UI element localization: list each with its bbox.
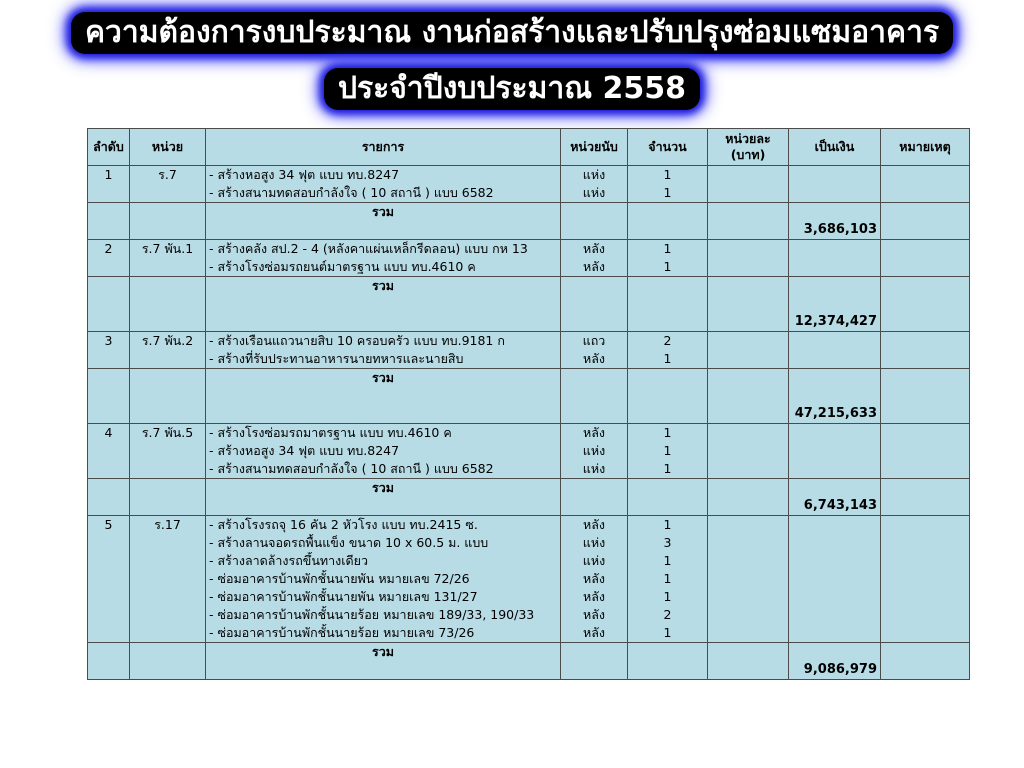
cell-uom: แห่ง xyxy=(561,166,628,185)
cell-remark xyxy=(881,606,970,624)
cell-amount xyxy=(789,258,881,277)
table-row xyxy=(88,442,970,460)
cell-qty: 1 xyxy=(628,570,708,588)
cell-remark xyxy=(881,240,970,259)
cell-uom: หลัง xyxy=(561,624,628,643)
cell-amount xyxy=(789,424,881,443)
cell-unit-price xyxy=(708,588,789,606)
cell-unit-price xyxy=(708,442,789,460)
table-row xyxy=(88,624,970,643)
cell-no: 2 xyxy=(88,240,130,259)
page-title: ความต้องการงบประมาณ งานก่อสร้างและปรับปรุงซ่อมแซมอาคาร xyxy=(71,12,953,54)
cell-uom: แถว xyxy=(561,332,628,351)
table-row xyxy=(88,534,970,552)
cell-no: 3 xyxy=(88,332,130,351)
sum-empty-cell xyxy=(881,643,970,680)
cell-amount xyxy=(789,166,881,185)
sum-row xyxy=(88,369,970,424)
cell-amount xyxy=(789,184,881,203)
cell-item: - ซ่อมอาคารบ้านพักชั้นนายร้อย หมายเลข 73/26 xyxy=(206,624,561,643)
cell-qty: 1 xyxy=(628,184,708,203)
cell-amount xyxy=(789,588,881,606)
header-unit: หน่วย xyxy=(130,129,206,166)
sum-empty-cell xyxy=(130,203,206,240)
sum-row xyxy=(88,479,970,516)
cell-qty: 1 xyxy=(628,552,708,570)
header-uom: หน่วยนับ xyxy=(561,129,628,166)
sum-empty-cell xyxy=(881,277,970,332)
sum-empty-cell xyxy=(708,203,789,240)
cell-amount xyxy=(789,350,881,369)
cell-no xyxy=(88,588,130,606)
cell-unit-price xyxy=(708,332,789,351)
cell-no xyxy=(88,624,130,643)
sum-label: รวม xyxy=(206,643,561,680)
table-row xyxy=(88,240,970,259)
table-row xyxy=(88,424,970,443)
cell-amount xyxy=(789,570,881,588)
cell-no xyxy=(88,460,130,479)
cell-item: - สร้างโรงซ่อมรถมาตรฐาน แบบ ทบ.4610 ค xyxy=(206,424,561,443)
cell-no: 4 xyxy=(88,424,130,443)
cell-qty: 1 xyxy=(628,258,708,277)
cell-amount xyxy=(789,624,881,643)
header-amount: เป็นเงิน xyxy=(789,129,881,166)
cell-unit-price xyxy=(708,606,789,624)
cell-no xyxy=(88,350,130,369)
sum-empty-cell xyxy=(708,479,789,516)
header-qty: จำนวน xyxy=(628,129,708,166)
sum-empty-cell xyxy=(88,479,130,516)
cell-item: - ซ่อมอาคารบ้านพักชั้นนายพัน หมายเลข 131/27 xyxy=(206,588,561,606)
sum-empty-cell xyxy=(628,203,708,240)
sum-empty-cell xyxy=(88,277,130,332)
cell-amount xyxy=(789,516,881,535)
cell-qty: 1 xyxy=(628,624,708,643)
cell-no: 5 xyxy=(88,516,130,535)
sum-empty-cell xyxy=(130,479,206,516)
cell-no xyxy=(88,258,130,277)
cell-item: - สร้างลาดล้างรถขึ้นทางเดียว xyxy=(206,552,561,570)
cell-item: - สร้างเรือนแถวนายสิบ 10 ครอบครัว แบบ ทบ.9181 ก xyxy=(206,332,561,351)
cell-unit: ร.7 พัน.2 xyxy=(130,332,206,351)
cell-qty: 1 xyxy=(628,350,708,369)
cell-qty: 1 xyxy=(628,240,708,259)
cell-no xyxy=(88,570,130,588)
cell-item: - ซ่อมอาคารบ้านพักชั้นนายร้อย หมายเลข 189/33, 190/33 xyxy=(206,606,561,624)
cell-no xyxy=(88,552,130,570)
sum-empty-cell xyxy=(708,643,789,680)
sum-empty-cell xyxy=(88,369,130,424)
cell-qty: 1 xyxy=(628,442,708,460)
table-row xyxy=(88,552,970,570)
cell-remark xyxy=(881,534,970,552)
cell-uom: แห่ง xyxy=(561,552,628,570)
cell-uom: แห่ง xyxy=(561,460,628,479)
cell-uom: หลัง xyxy=(561,240,628,259)
table-row xyxy=(88,588,970,606)
sum-empty-cell xyxy=(130,643,206,680)
sum-total: 6,743,143 xyxy=(789,479,881,516)
cell-item: - สร้างสนามทดสอบกำลังใจ ( 10 สถานี ) แบบ 6582 xyxy=(206,460,561,479)
table-row xyxy=(88,166,970,185)
cell-qty: 1 xyxy=(628,424,708,443)
cell-uom: แห่ง xyxy=(561,184,628,203)
cell-remark xyxy=(881,184,970,203)
cell-unit xyxy=(130,534,206,552)
table-row xyxy=(88,460,970,479)
cell-unit xyxy=(130,184,206,203)
cell-remark xyxy=(881,350,970,369)
cell-item: - สร้างลานจอดรถพื้นแข็ง ขนาด 10 x 60.5 ม. แบบ xyxy=(206,534,561,552)
cell-uom: แห่ง xyxy=(561,534,628,552)
cell-unit xyxy=(130,460,206,479)
sum-total: 47,215,633 xyxy=(789,369,881,424)
cell-amount xyxy=(789,534,881,552)
cell-no xyxy=(88,606,130,624)
sum-empty-cell xyxy=(561,479,628,516)
sum-empty-cell xyxy=(561,277,628,332)
sum-label: รวม xyxy=(206,369,561,424)
table-body xyxy=(88,166,970,680)
cell-item: - สร้างหอสูง 34 ฟุต แบบ ทบ.8247 xyxy=(206,442,561,460)
cell-remark xyxy=(881,570,970,588)
cell-qty: 1 xyxy=(628,516,708,535)
cell-unit xyxy=(130,624,206,643)
cell-unit xyxy=(130,258,206,277)
sum-empty-cell xyxy=(88,203,130,240)
cell-unit-price xyxy=(708,184,789,203)
cell-unit: ร.7 พัน.1 xyxy=(130,240,206,259)
sum-row xyxy=(88,203,970,240)
cell-unit-price xyxy=(708,570,789,588)
cell-unit-price xyxy=(708,240,789,259)
cell-unit xyxy=(130,570,206,588)
table-row xyxy=(88,184,970,203)
cell-uom: หลัง xyxy=(561,570,628,588)
table-row xyxy=(88,570,970,588)
cell-unit xyxy=(130,552,206,570)
cell-item: - สร้างที่รับประทานอาหารนายทหารและนายสิบ xyxy=(206,350,561,369)
sum-empty-cell xyxy=(708,369,789,424)
sum-empty-cell xyxy=(881,369,970,424)
table-row xyxy=(88,350,970,369)
cell-remark xyxy=(881,424,970,443)
sum-label: รวม xyxy=(206,277,561,332)
cell-remark xyxy=(881,460,970,479)
cell-qty: 3 xyxy=(628,534,708,552)
header-unit-price: หน่วยละ (บาท) xyxy=(708,129,789,166)
cell-unit-price xyxy=(708,552,789,570)
sum-total: 9,086,979 xyxy=(789,643,881,680)
sum-empty-cell xyxy=(561,643,628,680)
cell-qty: 2 xyxy=(628,332,708,351)
header-row xyxy=(88,129,970,166)
cell-qty: 1 xyxy=(628,588,708,606)
sum-label: รวม xyxy=(206,479,561,516)
page-subtitle: ประจำปีงบประมาณ 2558 xyxy=(324,68,700,110)
cell-unit xyxy=(130,442,206,460)
sum-empty-cell xyxy=(561,369,628,424)
cell-qty: 1 xyxy=(628,166,708,185)
cell-unit xyxy=(130,350,206,369)
cell-uom: หลัง xyxy=(561,516,628,535)
cell-uom: แห่ง xyxy=(561,442,628,460)
table-row xyxy=(88,606,970,624)
cell-remark xyxy=(881,258,970,277)
cell-remark xyxy=(881,516,970,535)
table-row xyxy=(88,258,970,277)
cell-remark xyxy=(881,552,970,570)
cell-item: - ซ่อมอาคารบ้านพักชั้นนายพัน หมายเลข 72/26 xyxy=(206,570,561,588)
cell-amount xyxy=(789,606,881,624)
sum-empty-cell xyxy=(628,643,708,680)
cell-no: 1 xyxy=(88,166,130,185)
cell-uom: หลัง xyxy=(561,350,628,369)
cell-uom: หลัง xyxy=(561,424,628,443)
cell-unit xyxy=(130,588,206,606)
cell-remark xyxy=(881,588,970,606)
cell-remark xyxy=(881,624,970,643)
sum-empty-cell xyxy=(881,203,970,240)
sum-empty-cell xyxy=(628,479,708,516)
budget-table xyxy=(87,128,970,680)
table-row xyxy=(88,332,970,351)
cell-item: - สร้างคลัง สป.2 - 4 (หลังคาแผ่นเหล็กรีดลอน) แบบ กห 13 xyxy=(206,240,561,259)
table-row xyxy=(88,516,970,535)
cell-no xyxy=(88,442,130,460)
cell-uom: หลัง xyxy=(561,606,628,624)
sum-total: 3,686,103 xyxy=(789,203,881,240)
cell-unit: ร.17 xyxy=(130,516,206,535)
cell-unit-price xyxy=(708,350,789,369)
cell-qty: 1 xyxy=(628,460,708,479)
sum-empty-cell xyxy=(628,277,708,332)
header-item: รายการ xyxy=(206,129,561,166)
title-block xyxy=(0,8,1024,110)
cell-remark xyxy=(881,332,970,351)
cell-amount xyxy=(789,240,881,259)
sum-label: รวม xyxy=(206,203,561,240)
sum-row xyxy=(88,643,970,680)
cell-uom: หลัง xyxy=(561,588,628,606)
cell-remark xyxy=(881,166,970,185)
cell-unit: ร.7 xyxy=(130,166,206,185)
cell-unit-price xyxy=(708,460,789,479)
cell-qty: 2 xyxy=(628,606,708,624)
sum-empty-cell xyxy=(88,643,130,680)
cell-item: - สร้างสนามทดสอบกำลังใจ ( 10 สถานี ) แบบ 6582 xyxy=(206,184,561,203)
sum-empty-cell xyxy=(130,369,206,424)
cell-unit: ร.7 พัน.5 xyxy=(130,424,206,443)
sum-total: 12,374,427 xyxy=(789,277,881,332)
cell-amount xyxy=(789,460,881,479)
header-no: ลำดับ xyxy=(88,129,130,166)
cell-unit-price xyxy=(708,534,789,552)
cell-amount xyxy=(789,442,881,460)
sum-row xyxy=(88,277,970,332)
cell-uom: หลัง xyxy=(561,258,628,277)
cell-unit-price xyxy=(708,516,789,535)
cell-unit-price xyxy=(708,624,789,643)
cell-no xyxy=(88,184,130,203)
sum-empty-cell xyxy=(628,369,708,424)
cell-unit-price xyxy=(708,424,789,443)
sum-empty-cell xyxy=(708,277,789,332)
sum-empty-cell xyxy=(881,479,970,516)
cell-remark xyxy=(881,442,970,460)
cell-amount xyxy=(789,332,881,351)
cell-item: - สร้างโรงซ่อมรถยนต์มาตรฐาน แบบ ทบ.4610 ค xyxy=(206,258,561,277)
cell-no xyxy=(88,534,130,552)
sum-empty-cell xyxy=(561,203,628,240)
cell-item: - สร้างโรงรถจุ 16 คัน 2 หัวโรง แบบ ทบ.2415 ซ. xyxy=(206,516,561,535)
cell-unit-price xyxy=(708,258,789,277)
header-remark: หมายเหตุ xyxy=(881,129,970,166)
cell-unit-price xyxy=(708,166,789,185)
cell-unit xyxy=(130,606,206,624)
cell-amount xyxy=(789,552,881,570)
cell-item: - สร้างหอสูง 34 ฟุต แบบ ทบ.8247 xyxy=(206,166,561,185)
sum-empty-cell xyxy=(130,277,206,332)
